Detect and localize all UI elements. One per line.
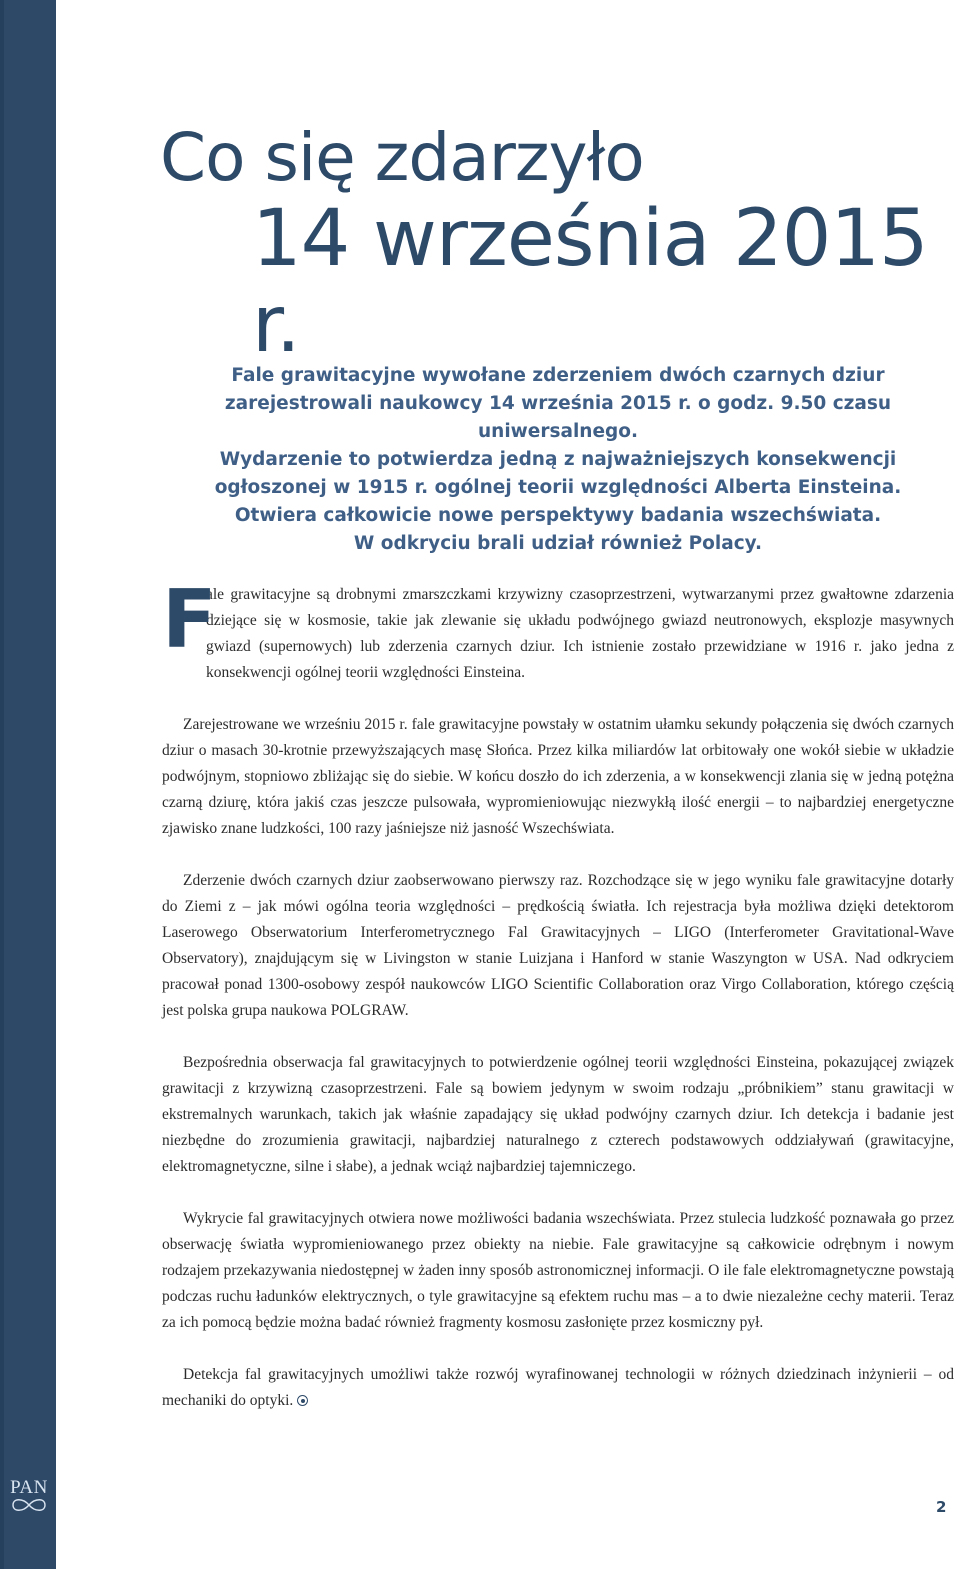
page-number: 2 (936, 1498, 947, 1516)
body-paragraph-4: Bezpośrednia obserwacja fal grawitacyjnych to potwierdzenie ogólnej teorii względności Einsteina, pokazującej związek grawitacji z krzywizną czasoprzestrzeni. Fale są bowiem jedynym w swoim rodzaju „próbnikiem” stanu grawitacji w ekstremalnych warunkach, takich jak właśnie zapadający się układ podwójny czarnych dziur. Ich detekcja i badanie jest niezbędne do zrozumienia grawitacji, najbardziej naturalnego z czterech podstawowych oddziaływań (grawitacyjne, elektromagnetyczne, silne i słabe), a jednak wciąż najbardziej tajemniczego. (162, 1054, 954, 1175)
title-line-1: Co się zdarzyło (160, 119, 644, 196)
title-line-2: 14 września 2015 r. (252, 194, 928, 370)
article-body (162, 573, 954, 1440)
page-title (160, 120, 950, 368)
end-of-article-icon (297, 1395, 308, 1406)
body-paragraph-2: Zarejestrowane we wrześniu 2015 r. fale grawitacyjne powstały w ostatnim ułamku sekundy połączenia się dwóch czarnych dziur o masach 30-krotnie przewyższających masę Słońca. Przez kilka miliardów lat orbitowały one wokół siebie w układzie podwójnym, stopniowo zbliżając się do siebie. W końcu doszło do ich zderzenia, a w konsekwencji zlania się w jedną potężna czarną dziurę, która jakiś czas jeszcze pulsowała, wypromieniowując niezwykłą ilość energii – to najbardziej energetyczne zjawisko znane ludzkości, 100 razy jaśniejsze niż jasność Wszechświata. (162, 716, 954, 837)
body-paragraph-1 (162, 573, 954, 686)
sidebar-edge (0, 0, 4, 1569)
lead-line: ogłoszonej w 1915 r. ogólnej teorii względności Alberta Einsteina. (214, 477, 902, 498)
lead-line: zarejestrowali naukowcy 14 września 2015 r. o godz. 9.50 czasu uniwersalnego. (224, 393, 892, 442)
lead-line: Otwiera całkowicie nowe perspektywy badania wszechświata. (234, 505, 882, 526)
lead-line: Wydarzenie to potwierdza jedną z najważniejszych konsekwencji (219, 449, 897, 470)
lead-line: W odkryciu brali udział również Polacy. (353, 533, 763, 554)
body-paragraph-6-text: Detekcja fal grawitacyjnych umożliwi także rozwój wyrafinowanej technologii w różnych dziedzinach inżynierii – od mechaniki do optyki. (162, 1366, 954, 1409)
infinity-logo-icon (9, 1498, 49, 1512)
drop-cap: F (162, 573, 217, 666)
body-paragraph-6 (162, 1362, 954, 1414)
body-paragraph-1-text: ale grawitacyjne są drobnymi zmarszczkami krzywizny czasoprzestrzeni, wytwarzanymi przez gwałtowne zdarzenia dziejące się w kosmosie, takie jak zlewanie się układu podwójnego gwiazd neutronowych, eksplozje masywnych gwiazd (supernowych) lub zderzenia czarnych dziur. Ich istnienie zostało przewidziane w 1916 r. jako jedna z konsekwencji ogólnej teorii względności Einsteina. (206, 586, 954, 681)
sidebar-band (0, 0, 56, 1569)
lead-paragraph (180, 362, 936, 558)
body-paragraph-3: Zderzenie dwóch czarnych dziur zaobserwowano pierwszy raz. Rozchodzące się w jego wyniku fale grawitacyjne dotarły do Ziemi z – jak mówi ogólna teoria względności – prędkością światła. Ich rejestracja była możliwa dzięki detektorom Laserowego Obserwatorium Interferometrycznego Fal Grawitacyjnych – LIGO (Interferometer Gravitational-Wave Observatory), znajdującym się w Livingston w stanie Luizjana i Hanford w stanie Waszyngton w USA. Nad odkryciem pracował ponad 1300-osobowy zespół naukowców LIGO Scientific Collaboration oraz Virgo Collaboration, którego częścią jest polska grupa naukowa POLGRAW. (162, 872, 954, 1019)
pan-logo (6, 1478, 52, 1520)
logo-text: PAN (10, 1477, 48, 1498)
body-paragraph-5: Wykrycie fal grawitacyjnych otwiera nowe możliwości badania wszechświata. Przez stulecia ludzkość poznawała go przez obserwację światła wypromieniowanego przez obiekty na niebie. Fale grawitacyjne są całkowicie odrębnym i nowym rodzajem przekazywania niedostępnej w żaden inny sposób astronomicznej informacji. O ile fale elektromagnetyczne powstają podczas ruchu ładunków elektrycznych, o tyle grawitacyjne są efektem ruchu mas – a to dwie niezależne cechy materii. Teraz za ich pomocą będzie można badać również fragmenty kosmosu zasłonięte przez kosmiczny pył. (162, 1210, 954, 1331)
lead-line: Fale grawitacyjne wywołane zderzeniem dwóch czarnych dziur (231, 365, 885, 386)
